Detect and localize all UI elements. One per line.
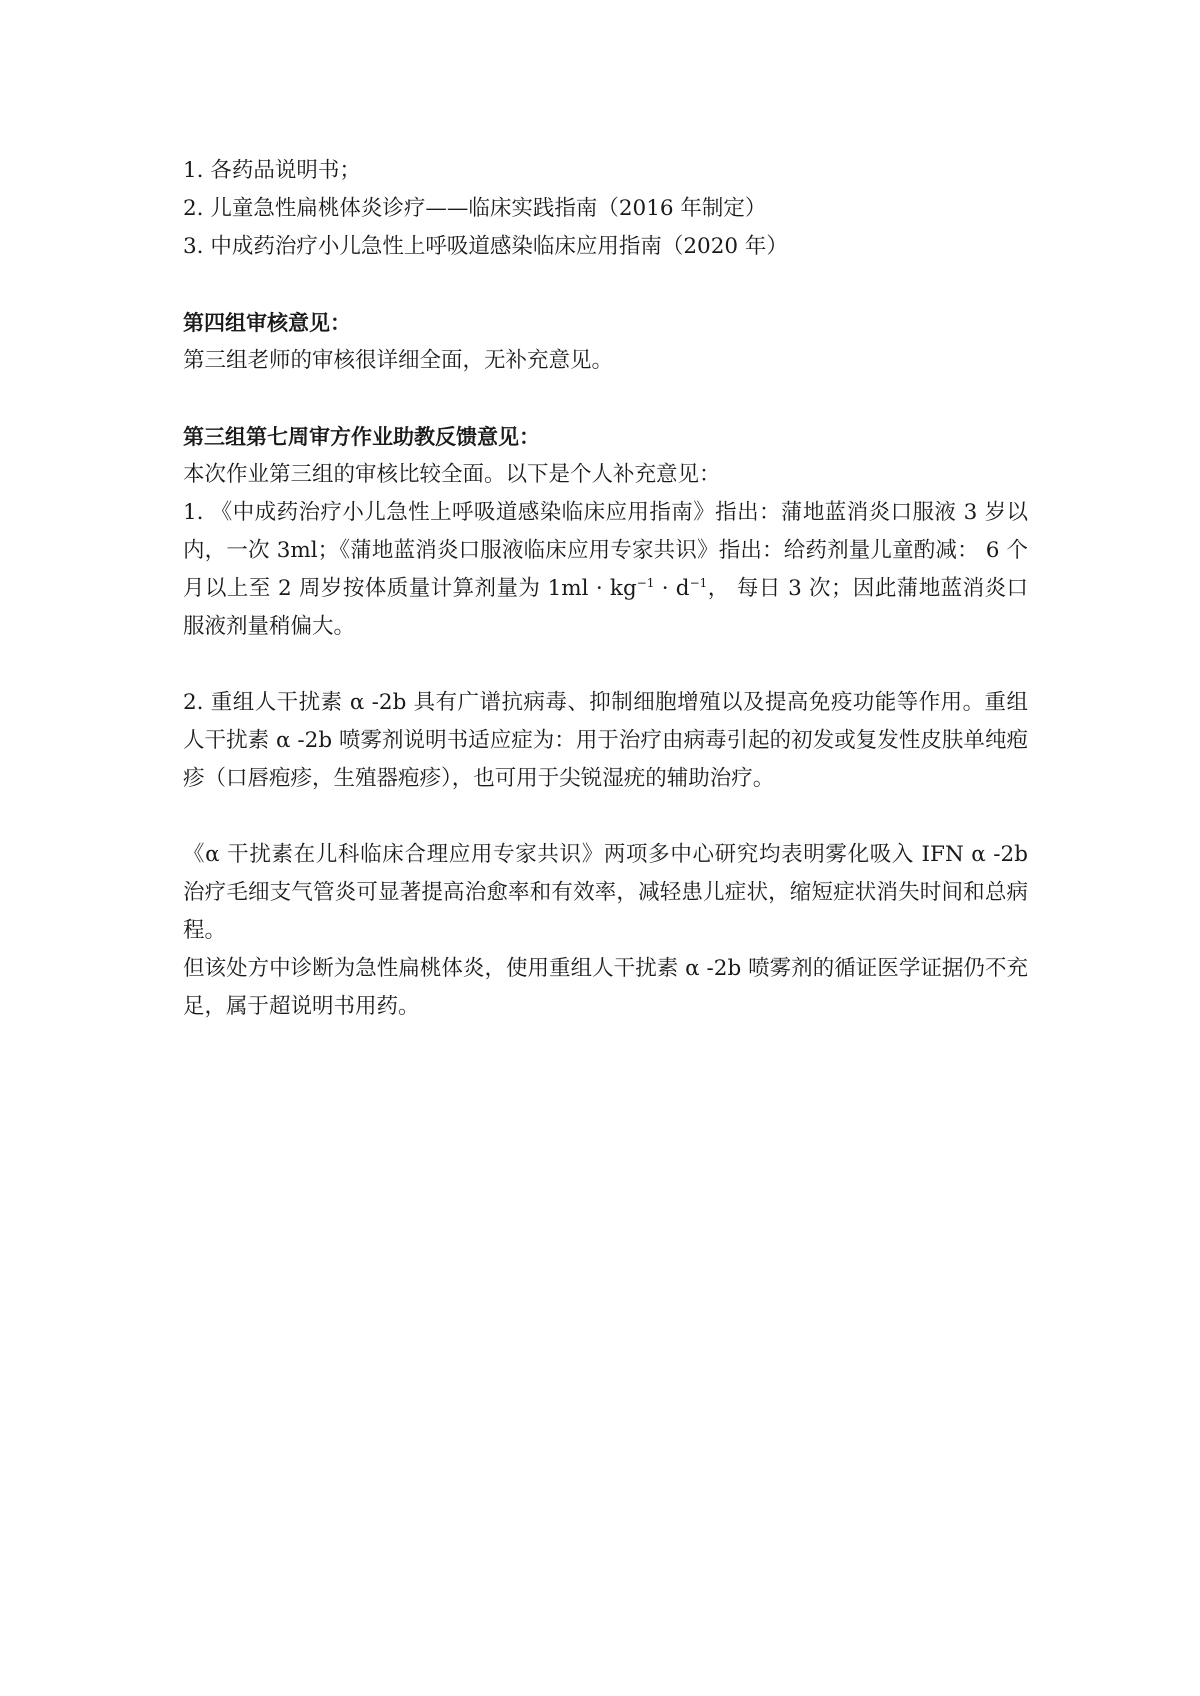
- feedback-point-1: [183, 494, 1028, 646]
- group4-text: 第三组老师的审核很详细全面，无补充意见。: [183, 348, 614, 373]
- document-page: [183, 152, 1028, 1026]
- spacer: [183, 798, 1028, 836]
- feedback-heading: 第三组第七周审方作业助教反馈意见：: [183, 425, 540, 449]
- spacer: [183, 266, 1028, 304]
- feedback-consensus: 《α 干扰素在儿科临床合理应用专家共识》两项多中心研究均表明雾化吸入 IFN α -2b 治疗毛细支气管炎可显著提高治愈率和有效率，减轻患儿症状，缩短症状消失时间和总病程。: [183, 842, 1028, 943]
- point1-mid: · d: [654, 576, 690, 601]
- reference-item-2: 2. 儿童急性扁桃体炎诊疗——临床实践指南（2016 年制定）: [183, 196, 767, 221]
- spacer: [183, 646, 1028, 684]
- point1-sup-1: −1: [636, 575, 655, 590]
- spacer: [183, 380, 1028, 418]
- group4-heading: 第四组审核意见：: [183, 311, 351, 335]
- feedback-intro: 本次作业第三组的审核比较全面。以下是个人补充意见：: [183, 462, 721, 487]
- point1-sup-2: −1: [689, 575, 708, 590]
- reference-item-3: 3. 中成药治疗小儿急性上呼吸道感染临床应用指南（2020 年）: [183, 234, 788, 259]
- point1-end: ， 每日 3 次；因此蒲地蓝消炎口服液剂量稍偏大。: [183, 576, 1029, 639]
- reference-item-1: 1. 各药品说明书；: [183, 158, 361, 183]
- point1-main: 1. 《中成药治疗小儿急性上呼吸道感染临床应用指南》指出：蒲地蓝消炎口服液 3 岁以内，一次 3ml；《蒲地蓝消炎口服液临床应用专家共识》指出：给药剂量儿童酌减： 6 个月以上至 2 周岁按体质量计算剂量为 1ml · kg: [183, 500, 1028, 601]
- feedback-conclusion: 但该处方中诊断为急性扁桃体炎，使用重组人干扰素 α -2b 喷雾剂的循证医学证据仍不充足，属于超说明书用药。: [183, 956, 1028, 1019]
- feedback-point-2: 2. 重组人干扰素 α -2b 具有广谱抗病毒、抑制细胞增殖以及提高免疫功能等作用。重组人干扰素 α -2b 喷雾剂说明书适应症为：用于治疗由病毒引起的初发或复发性皮肤单纯疱疹（口唇疱疹，生殖器疱疹），也可用于尖锐湿疣的辅助治疗。: [183, 690, 1028, 791]
